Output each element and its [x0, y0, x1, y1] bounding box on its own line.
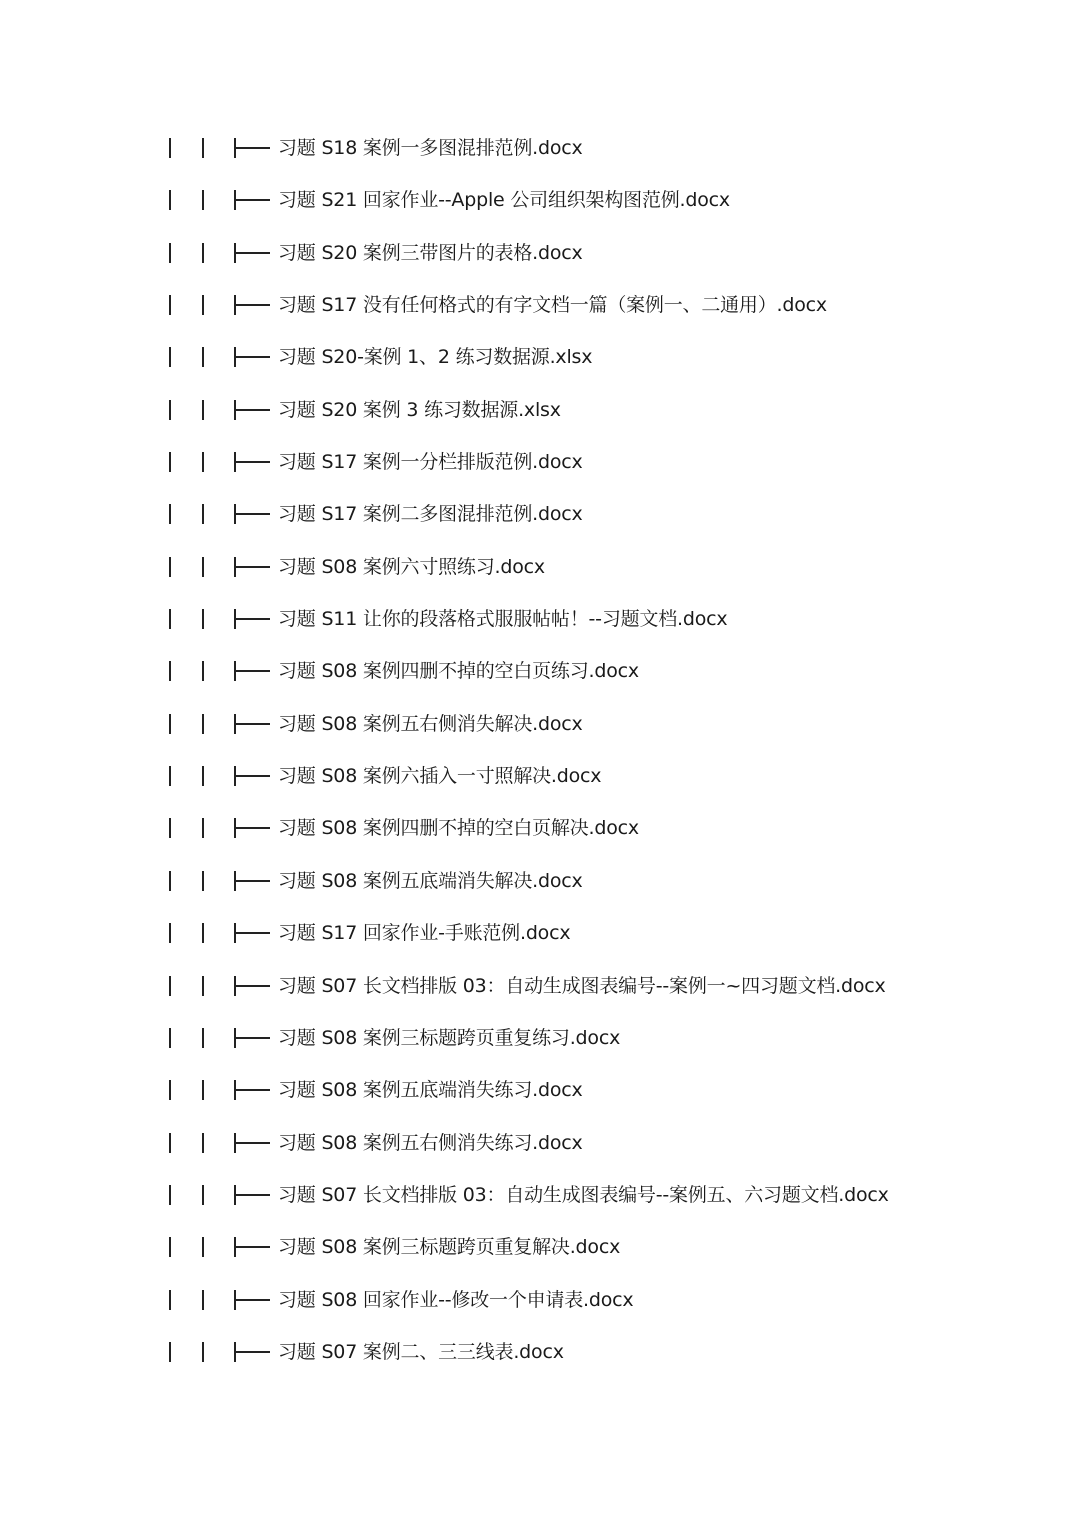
tree-row — [0, 1221, 1080, 1273]
tree-branch-connector — [236, 304, 270, 306]
file-name: 习题 S08 案例四删不掉的空白页练习.docx — [278, 660, 639, 683]
tree-branch-connector — [236, 513, 270, 515]
tree-branch-connector — [236, 252, 270, 254]
tree-guide-line — [202, 1028, 204, 1048]
tree-guide-line — [202, 609, 204, 629]
tree-branch-connector — [236, 932, 270, 934]
tree-guide-line — [169, 295, 171, 315]
file-name: 习题 S08 回家作业--修改一个申请表.docx — [278, 1288, 634, 1311]
tree-guide-line — [202, 504, 204, 524]
tree-guide-line — [169, 190, 171, 210]
tree-row — [0, 960, 1080, 1012]
file-name: 习题 S17 没有任何格式的有字文档一篇（案例一、二通用）.docx — [278, 294, 827, 317]
file-name: 习题 S08 案例五右侧消失练习.docx — [278, 1131, 583, 1154]
file-name: 习题 S07 长文档排版 03：自动生成图表编号--案例一~四习题文档.docx — [278, 974, 886, 997]
tree-guide-line — [169, 1342, 171, 1362]
tree-row — [0, 436, 1080, 488]
tree-guide-line — [169, 1185, 171, 1205]
tree-guide-line — [169, 504, 171, 524]
file-name: 习题 S08 案例五底端消失练习.docx — [278, 1079, 583, 1102]
file-name: 习题 S11 让你的段落格式服服帖帖！--习题文档.docx — [278, 608, 728, 631]
tree-branch-connector — [236, 670, 270, 672]
tree-guide-line — [202, 190, 204, 210]
tree-row — [0, 1012, 1080, 1064]
tree-guide-line — [202, 347, 204, 367]
tree-branch-connector — [236, 356, 270, 358]
tree-guide-line — [202, 1133, 204, 1153]
tree-branch-connector — [236, 827, 270, 829]
tree-guide-line — [169, 243, 171, 263]
tree-row — [0, 488, 1080, 540]
tree-row — [0, 279, 1080, 331]
file-name: 习题 S21 回家作业--Apple 公司组织架构图范例.docx — [278, 189, 730, 212]
file-name: 习题 S08 案例六寸照练习.docx — [278, 555, 545, 578]
tree-branch-connector — [236, 1299, 270, 1301]
tree-guide-line — [202, 818, 204, 838]
tree-row — [0, 122, 1080, 174]
tree-guide-line — [202, 138, 204, 158]
file-name: 习题 S20 案例 3 练习数据源.xlsx — [278, 398, 561, 421]
tree-branch-connector — [236, 775, 270, 777]
tree-guide-line — [202, 295, 204, 315]
tree-guide-line — [169, 976, 171, 996]
tree-guide-line — [169, 1133, 171, 1153]
file-name: 习题 S08 案例四删不掉的空白页解决.docx — [278, 817, 639, 840]
tree-row — [0, 750, 1080, 802]
tree-guide-line — [202, 871, 204, 891]
tree-row — [0, 1064, 1080, 1116]
tree-guide-line — [169, 1028, 171, 1048]
tree-guide-line — [169, 923, 171, 943]
tree-branch-connector — [236, 723, 270, 725]
tree-guide-line — [202, 1237, 204, 1257]
tree-guide-line — [202, 1290, 204, 1310]
file-name: 习题 S08 案例三标题跨页重复解决.docx — [278, 1236, 621, 1259]
tree-branch-connector — [236, 880, 270, 882]
tree-guide-line — [169, 661, 171, 681]
tree-row — [0, 1117, 1080, 1169]
tree-guide-line — [169, 609, 171, 629]
tree-guide-line — [169, 400, 171, 420]
file-name: 习题 S08 案例五右侧消失解决.docx — [278, 712, 583, 735]
tree-branch-connector — [236, 1246, 270, 1248]
tree-row — [0, 541, 1080, 593]
tree-row — [0, 1326, 1080, 1378]
tree-guide-line — [169, 1290, 171, 1310]
tree-row — [0, 227, 1080, 279]
file-name: 习题 S18 案例一多图混排范例.docx — [278, 137, 583, 159]
tree-guide-line — [169, 452, 171, 472]
tree-guide-line — [202, 452, 204, 472]
tree-branch-connector — [236, 618, 270, 620]
tree-guide-line — [202, 1080, 204, 1100]
tree-guide-line — [202, 714, 204, 734]
tree-guide-line — [202, 923, 204, 943]
tree-guide-line — [202, 1342, 204, 1362]
file-name: 习题 S08 案例五底端消失解决.docx — [278, 869, 583, 892]
file-tree — [0, 122, 1080, 1378]
tree-branch-connector — [236, 985, 270, 987]
tree-row — [0, 855, 1080, 907]
file-name: 习题 S20 案例三带图片的表格.docx — [278, 241, 583, 264]
tree-guide-line — [169, 818, 171, 838]
tree-branch-connector — [236, 1089, 270, 1091]
file-name: 习题 S08 案例六插入一寸照解决.docx — [278, 765, 602, 788]
tree-row — [0, 1274, 1080, 1326]
tree-guide-line — [169, 766, 171, 786]
tree-guide-line — [202, 976, 204, 996]
tree-row — [0, 802, 1080, 854]
file-name: 习题 S17 回家作业-手账范例.docx — [278, 922, 571, 945]
tree-row — [0, 907, 1080, 959]
tree-row — [0, 698, 1080, 750]
tree-row — [0, 645, 1080, 697]
tree-guide-line — [202, 1185, 204, 1205]
tree-row — [0, 593, 1080, 645]
tree-branch-connector — [236, 147, 270, 149]
tree-row — [0, 1169, 1080, 1221]
file-name: 习题 S17 案例二多图混排范例.docx — [278, 503, 583, 526]
tree-row — [0, 174, 1080, 226]
tree-guide-line — [169, 138, 171, 158]
tree-row — [0, 331, 1080, 383]
tree-branch-connector — [236, 566, 270, 568]
tree-branch-connector — [236, 1351, 270, 1353]
tree-guide-line — [169, 714, 171, 734]
tree-branch-connector — [236, 1037, 270, 1039]
tree-branch-connector — [236, 199, 270, 201]
tree-guide-line — [202, 766, 204, 786]
file-name: 习题 S07 案例二、三三线表.docx — [278, 1340, 564, 1363]
tree-guide-line — [202, 400, 204, 420]
tree-guide-line — [169, 347, 171, 367]
file-name: 习题 S08 案例三标题跨页重复练习.docx — [278, 1026, 621, 1049]
tree-guide-line — [202, 243, 204, 263]
tree-branch-connector — [236, 1194, 270, 1196]
file-name: 习题 S17 案例一分栏排版范例.docx — [278, 451, 583, 474]
tree-guide-line — [202, 557, 204, 577]
tree-guide-line — [169, 1080, 171, 1100]
tree-row — [0, 384, 1080, 436]
tree-branch-connector — [236, 409, 270, 411]
tree-branch-connector — [236, 461, 270, 463]
tree-guide-line — [169, 557, 171, 577]
tree-guide-line — [169, 1237, 171, 1257]
tree-guide-line — [202, 661, 204, 681]
tree-branch-connector — [236, 1142, 270, 1144]
file-name: 习题 S07 长文档排版 03：自动生成图表编号--案例五、六习题文档.docx — [278, 1183, 889, 1206]
tree-guide-line — [169, 871, 171, 891]
file-name: 习题 S20-案例 1、2 练习数据源.xlsx — [278, 346, 593, 369]
